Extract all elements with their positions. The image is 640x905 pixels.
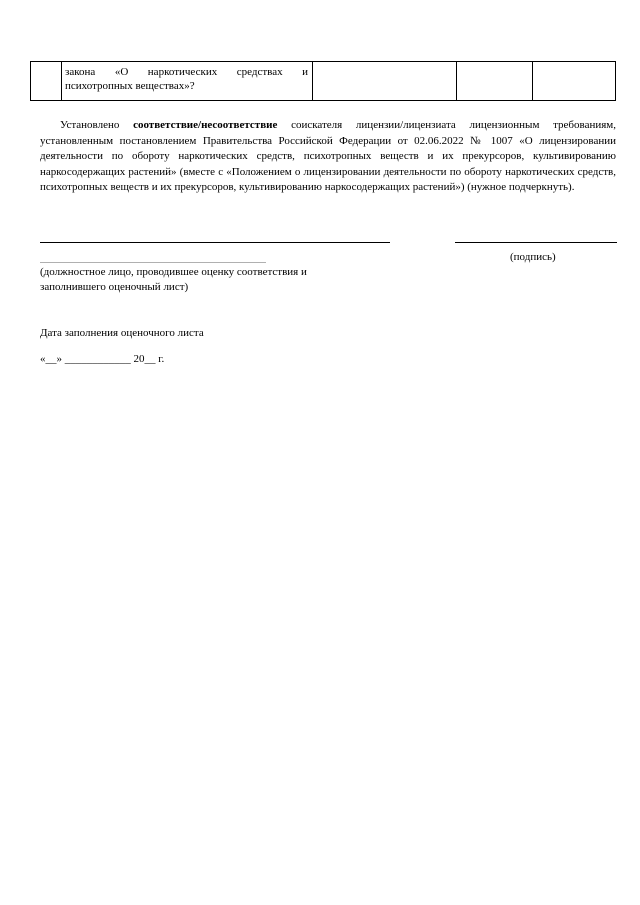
official-caption-line-1: (должностное лицо, проводившее оценку соответствия и [40,266,307,278]
question-line-1: закона «О наркотических средствах и [65,66,308,78]
signature-caption: (подпись) [510,251,556,263]
conclusion-rest: соискателя лицензии/лицензиата лицензионным требованиям, установленным постановлением Правительства Российской Федерации от 02.06.2022 № 1007 «О лицензировании деятельности по обороту наркотических средств, психотропных веществ и их прекурсоров, культивированию наркосодержащих растений» (вместе с «Положением о лицензировании деятельности по обороту наркотических средств, психотропных веществ и их прекурсоров, культивированию наркосодержащих растений») (нужное подчеркнуть). [40,119,616,194]
answer-cell-3 [533,62,616,101]
answer-cell-2 [457,62,533,101]
date-fill-line: «__» ____________ 20__ г. [40,353,165,365]
table-row [31,62,616,101]
official-name-line [40,262,266,263]
official-caption [40,265,350,295]
conclusion-lead: Установлено [60,119,134,131]
conclusion-paragraph [40,118,616,196]
question-line-2: психотропных веществах»? [65,80,195,92]
official-signature-line [40,242,390,243]
checklist-table [30,61,616,101]
answer-cell-1 [313,62,457,101]
row-number-cell [31,62,62,101]
date-title: Дата заполнения оценочного листа [40,327,204,339]
question-cell [62,62,313,101]
conclusion-choice: соответствие/несоответствие [133,119,278,131]
signature-line [455,242,617,243]
official-caption-line-2: заполнившего оценочный лист) [40,281,189,293]
